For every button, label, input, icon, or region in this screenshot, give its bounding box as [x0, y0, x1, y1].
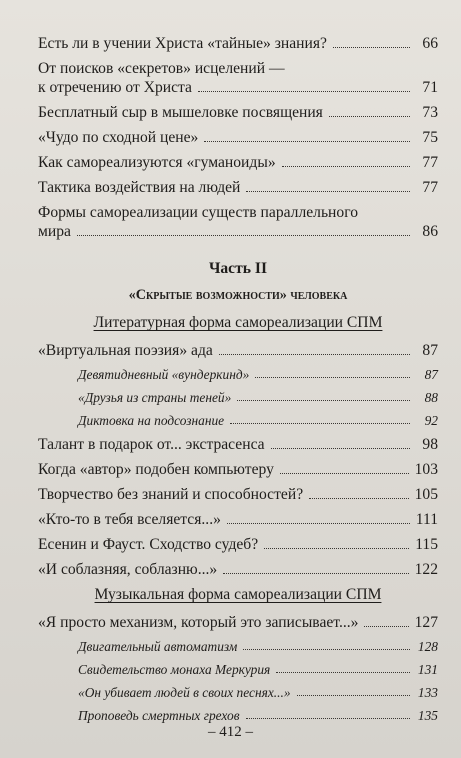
toc-entry-page: 66 — [422, 35, 438, 52]
toc-entry-title: Есть ли в учении Христа «тайные» знания? — [38, 35, 327, 52]
leader-dots — [198, 91, 410, 92]
toc-entry-page: 98 — [422, 436, 438, 453]
toc-entry-title: Тактика воздействия на людей — [38, 179, 241, 196]
toc-entry-title: «Кто-то в тебя вселяется...» — [38, 511, 221, 528]
leader-dots — [280, 473, 409, 474]
toc-entry-title: «Виртуальная поэзия» ада — [38, 342, 213, 359]
toc-entry — [38, 153, 438, 172]
leader-dots — [264, 548, 409, 549]
toc-subentry — [38, 707, 438, 724]
toc-subentry-page: 131 — [417, 662, 438, 677]
leader-dots — [364, 626, 408, 627]
leader-dots — [243, 649, 410, 650]
toc-subentry-page: 88 — [424, 390, 438, 405]
toc-entry — [38, 460, 438, 479]
toc-subentry-page: 133 — [417, 685, 438, 700]
toc-subentry-title: Проповедь смертных грехов — [78, 708, 240, 723]
toc-subentry-page: 92 — [424, 413, 438, 428]
table-of-contents — [38, 34, 438, 730]
toc-entry — [38, 34, 438, 53]
leader-dots — [223, 573, 408, 574]
section-heading-literary: Литературная форма самореализации СПМ — [93, 314, 383, 331]
toc-entry — [38, 59, 438, 97]
toc-entry-title: Есенин и Фауст. Сходство судеб? — [38, 536, 259, 553]
toc-entry — [38, 613, 438, 632]
leader-dots — [237, 400, 410, 401]
toc-entry — [38, 560, 438, 579]
toc-entry — [38, 510, 438, 529]
leader-dots — [246, 718, 410, 719]
part-subtitle: «Скрытые возможности» человека — [128, 287, 348, 303]
toc-entry-page: 122 — [414, 561, 438, 578]
toc-entry-title: Творчество без знаний и способностей? — [38, 486, 304, 503]
toc-entry-page: 86 — [422, 223, 438, 240]
toc-subentry-title: «Друзья из страны теней» — [78, 390, 232, 405]
toc-entry-page: 111 — [415, 511, 438, 528]
toc-subentry-page: 128 — [417, 639, 438, 654]
toc-subentry-title: Диктовка на подсознание — [78, 413, 225, 428]
toc-entry — [38, 535, 438, 554]
toc-entry-page: 115 — [415, 536, 438, 553]
toc-subentry-title: Свидетельство монаха Меркурия — [78, 662, 271, 677]
toc-subentry — [38, 661, 438, 678]
toc-entry-page: 77 — [422, 154, 438, 171]
page-number: – 412 – — [208, 724, 253, 740]
toc-subentry-title: «Он убивает людей в своих песнях...» — [78, 685, 291, 700]
section-heading-music: Музыкальная форма самореализации СПМ — [94, 586, 382, 603]
toc-entry — [38, 485, 438, 504]
leader-dots — [246, 191, 410, 192]
toc-subentry-page: 87 — [424, 367, 438, 382]
toc-entry-page: 71 — [422, 79, 438, 96]
toc-entry-title-line1: От поисков «секретов» исцелений — — [38, 60, 285, 77]
toc-entry-page: 127 — [414, 614, 438, 631]
part-title: Часть II — [208, 260, 268, 277]
toc-entry-page: 87 — [422, 342, 438, 359]
toc-subentry — [38, 638, 438, 655]
toc-subentry-title: Девятидневный «вундеркинд» — [78, 367, 250, 382]
toc-entry-title-line1: Формы самореализации существ параллельного — [38, 204, 358, 221]
leader-dots — [255, 377, 410, 378]
toc-entry — [38, 435, 438, 454]
toc-entry-title: «Я просто механизм, который это записывает...» — [38, 614, 359, 631]
toc-entry — [38, 103, 438, 122]
toc-entry — [38, 341, 438, 360]
toc-subentry — [38, 412, 438, 429]
toc-subentry — [38, 366, 438, 383]
leader-dots — [333, 47, 410, 48]
toc-entry-page: 75 — [422, 129, 438, 146]
leader-dots — [77, 235, 410, 236]
leader-dots — [219, 354, 410, 355]
toc-entry-title: Когда «автор» подобен компьютеру — [38, 461, 274, 478]
toc-entry-title: «Чудо по сходной цене» — [38, 129, 199, 146]
leader-dots — [271, 448, 410, 449]
toc-entry-title-line2: к отречению от Христа — [38, 79, 192, 96]
toc-entry-page: 105 — [414, 486, 438, 503]
leader-dots — [297, 695, 410, 696]
toc-entry-title-line2: мира — [38, 223, 71, 240]
toc-entry — [38, 178, 438, 197]
leader-dots — [309, 498, 409, 499]
toc-subentry — [38, 684, 438, 701]
toc-entry-title: Талант в подарок от... экстрасенса — [38, 436, 265, 453]
toc-entry-page: 77 — [422, 179, 438, 196]
toc-entry — [38, 203, 438, 241]
toc-entry-title: «И соблазняя, соблазню...» — [38, 561, 218, 578]
toc-subentry-page: 135 — [417, 708, 438, 723]
toc-entry-title: Бесплатный сыр в мышеловке посвящения — [38, 104, 323, 121]
toc-subentry — [38, 389, 438, 406]
toc-subentry-title: Двигательный автоматизм — [78, 639, 238, 654]
leader-dots — [230, 423, 410, 424]
leader-dots — [227, 523, 410, 524]
toc-entry-title: Как самореализуются «гуманоиды» — [38, 154, 276, 171]
toc-entry-page: 103 — [414, 461, 438, 478]
leader-dots — [276, 672, 410, 673]
leader-dots — [282, 166, 410, 167]
leader-dots — [204, 141, 410, 142]
toc-entry — [38, 128, 438, 147]
leader-dots — [329, 116, 410, 117]
toc-entry-page: 73 — [422, 104, 438, 121]
